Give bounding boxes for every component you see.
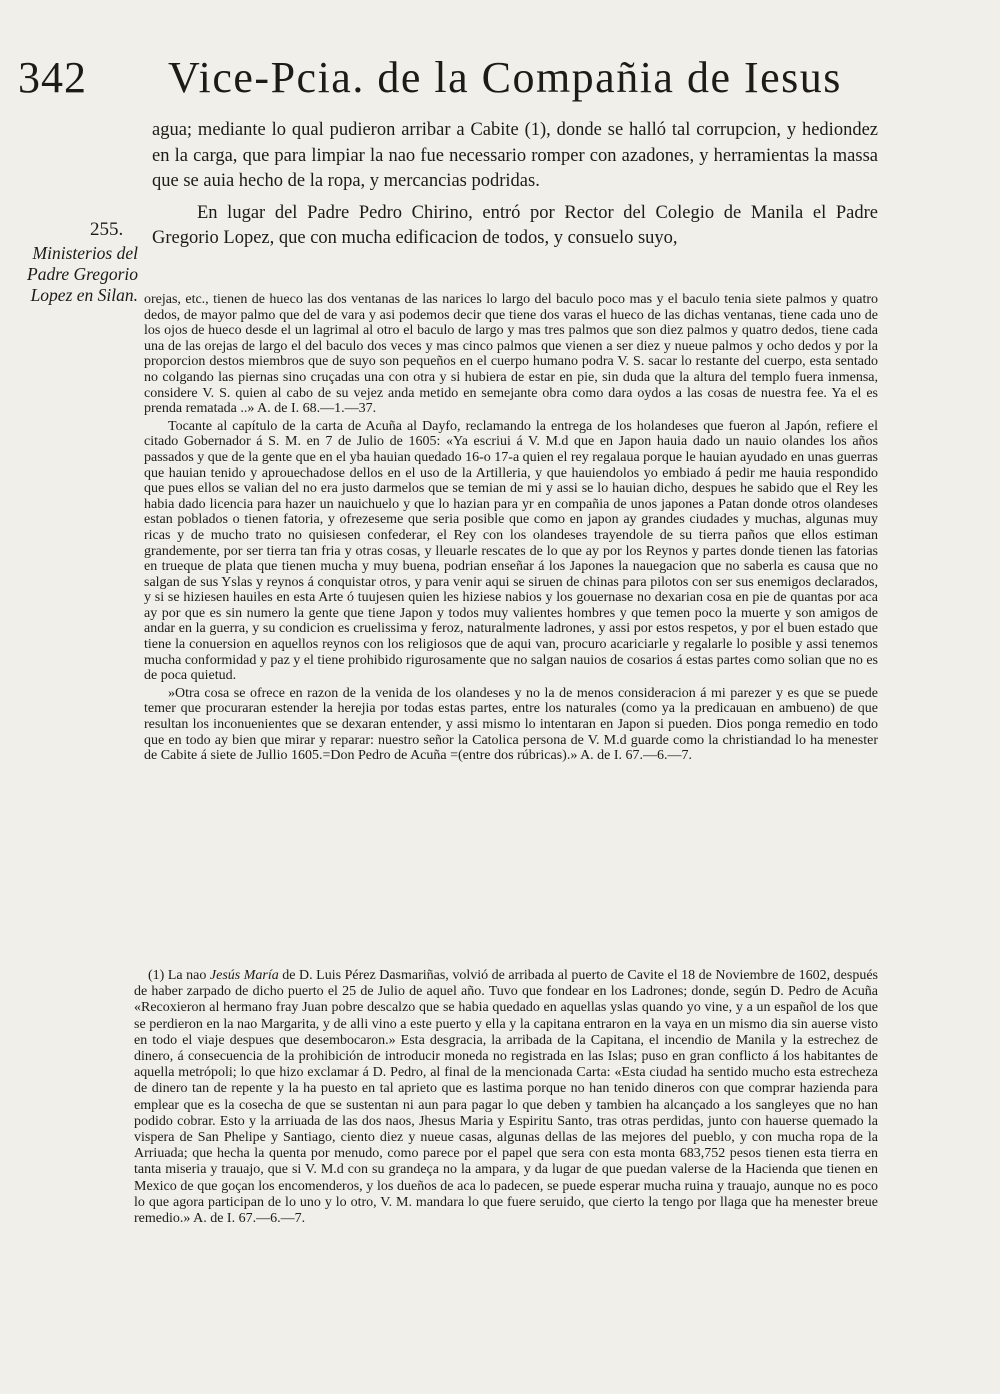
footnote-paragraph [134,968,878,1227]
paragraph-number: 255. [90,219,124,240]
page-number: 342 [18,53,87,102]
paragraph-255: En lugar del Padre Pedro Chirino, entró por Rector del Colegio de Manila el Padre Gregorio Lopez, que con mucha edificacion de todos, y consuelo suyo, [152,202,878,248]
notes-block [144,292,878,764]
running-title: Vice-Pcia. de la Compañia de Iesus [168,53,842,102]
notes-paragraph: Tocante al capítulo de la carta de Acuña al Dayfo, reclamando la entrega de los holandeses que fueron al Japón, refiere el citado Gobernador á S. M. en 7 de Julio de 1605: «Ya escriui á V. M.d que en Japon hauia dado un nauio olandes los años passados y que de la gente que en el yba hauian quedado 16-o 17-a quien el rey regalaua porque le hauian ayudado en unas guerras que hauian tenido y aprouechadose dellos en el uso de la Artilleria, y que hauiendolos yo embiado á pedir me hauia respondido que pues ellos se valian del no era justo darmelos que se temian de mi y assi se lo hauian dicho, despues he sabido que el Rey les habia dado licencia para hazer un nauichuelo y que lo hazian para yr en compañia de unos japones a Patan donde otros olandeses estan poblados o tienen fatoria, y ofrezeseme que seria posible que como en japon ay grandes ciudades y muchas, algunas muy ricas y de mucho trato no quisiesen confederar, el Rey con los olandeses trayendole de su tierra paños que ellos estiman grandemente, por ser tierra tan fria y otras cosas, y lleuarle rescates de lo que ay por los Reynos y partes donde tienen las fatorias en trueque de plata que tienen mucha y muy buena, podrian enseñar á los Japones la nauegacion que no saberla es causa que no salgan de sus Yslas y reynos á conquistar otros, y para venir aqui se siruen de chinas para pilotos con ser sus enemigos declarados, y si se hiziesen hauiles en esta Arte ó tuujesen quien les hiziese nabios y los gouernase no dexarian cosa en pie de quantas por aca ay por que es sin numero la gente que tiene Japon y todos muy valientes hombres y que temen poco la muerte y son amigos de andar en la guerra, y su condicion es cruelissima y feroz, naturalmente ladrones, y assi por estos respetos, y por el buen estado que tiene la conuersion en aquellos reynos con los religiosos que de aqui van, procuro acariciarle y regalarle lo posible y assi tenemos mucha conformidad y paz y el tiene prohibido rigurosamente que no salgan nauios de cosarios á estas partes como solian que no es de poca quietud. [144,418,879,684]
ship-name: Jesús María [209,968,279,983]
footnote-marker: (1) La nao [148,968,207,983]
notes-paragraph: »Otra cosa se ofrece en razon de la venida de los olandeses y no la de menos consideracion á mi parezer y es que se puede temer que procuraran estender la herejia por todas estas partes, entre los naturales (como ya la predicauan en ambueno) de que resultan los inconuenientes que se dexaran entender, y assi mismo lo intentaran en Japon si pueden. Dios ponga remedio en todo que en todo ay bien que mirar y reparar: nuestro señor la Catolica persona de V. M.d guarde como la christiandad lo ha menester de Cabite á siete de Jullio 1605.=Don Pedro de Acuña =(entre dos rúbricas).» A. de I. 67.—6.—7. [144,685,878,764]
continuation-paragraph: agua; mediante lo qual pudieron arribar a Cabite (1), donde se halló tal corrupcion, y hediondez en la carga, que para limpiar la nao fue necessario romper con azadones, y herramientas la massa que se auia hecho de la ropa, y mercancias podridas. [152,120,878,191]
main-text [152,118,878,252]
page-header [18,52,978,112]
margin-note: Ministerios del Padre Gregorio Lopez en Silan. [27,243,138,305]
footnote-text: de D. Luis Pérez Dasmariñas, volvió de arribada al puerto de Cavite el 18 de Noviembre de 1602, después de haber zarpado de dicho puerto el 25 de Julio de aquel año. Tuvo que fondear en los Ladrones; donde, según D. Pedro de Acuña «Recoxieron al hermano fray Juan pobre descalzo que se habia quedado en aquellas yslas quando yo vine, y a un español de los que se perdieron en la nao Margarita, y de alli vino a este puerto y ella y la capitana entraron en la vaya en un mismo dia sin auerse visto en todo el viaje despues que desembocaron.» Esta desgracia, la arribada de la Capitana, el incendio de Manila y la estrechez de dinero, á consecuencia de la prohibición de introducir moneda no registrada en las Islas; puso en gran conflicto á los habitantes de aquella metrópoli; lo que hizo exclamar á D. Pedro, al final de la mencionada Carta: «Esta ciudad ha sentido mucho esta estrecheza de dinero tan de repente y la ha puesto en tal aprieto que es lastima porque no han tenido dineros con que comprar hazienda para emplear que es la cosecha de que se sustentan ni aun para pagar lo que deben y tambien ha alcançado a los sangleyes que no han podido cobrar. Esto y la arriuada de las dos naos, Jhesus Maria y Espiritu Santo, tras otras perdidas, junto con hauerse quemado la vispera de San Phelipe y Santiago, ciento diez y nueue casas, algunas dellas de las mejores del pueblo, y con mucha ropa de la Arriuada; que hecha la quenta por menudo, como parece por el papel que sera con esta monta 683,752 pesos tienen esta tierra en tanta miseria y trauajo, que si V. M.d con su grandeça no la ampara, y da lugar de que puedan valerse de la Hacienda que tienen en Mexico de que goçan los encomenderos, y los dueños de aca lo padecen, se puede esperar mucha ruina y trauajo, aunque no es poco lo que agora participan de lo uno y lo otro, V. M. mandara lo que fuere seruido, que cierto la tengo por llaga que ha menester breue remedio.» A. de I. 67.—6.—7. [134,968,879,1227]
footnote [134,968,878,1227]
notes-paragraph: orejas, etc., tienen de hueco las dos ventanas de las narices lo largo del baculo poco mas y el baculo tenia siete palmos y quatro dedos, de mayor palmo que del de vara y asi podemos decir que tiene dos varas el hueco de las dichas ventanas, tiene cada uno de los ojos de hueco desde el un lagrimal al otro el baculo de largo y mas tres palmos que son diez palmos y quatro dedos, tiene cada una de las orejas de largo el del baculo dos veces y mas cinco palmos que vienen a ser diez y nueue palmos y ocho dedos y por la proporcion destos miembros que de suyo son pequeños en el cuerpo humano podra V. S. sacar lo restante del cuerpo, esta sentado no colgando las piernas sino cruçadas una con otra y si hubiera de estar en pie, sin duda que la altura del templo fuera inmensa, considere V. S. quien al cabo de su vejez anda metido en semejante obra como dara oydos a las cosas de nuestra fee. Ya el es prenda rematada ..» A. de I. 68.—1.—37. [144,292,878,417]
